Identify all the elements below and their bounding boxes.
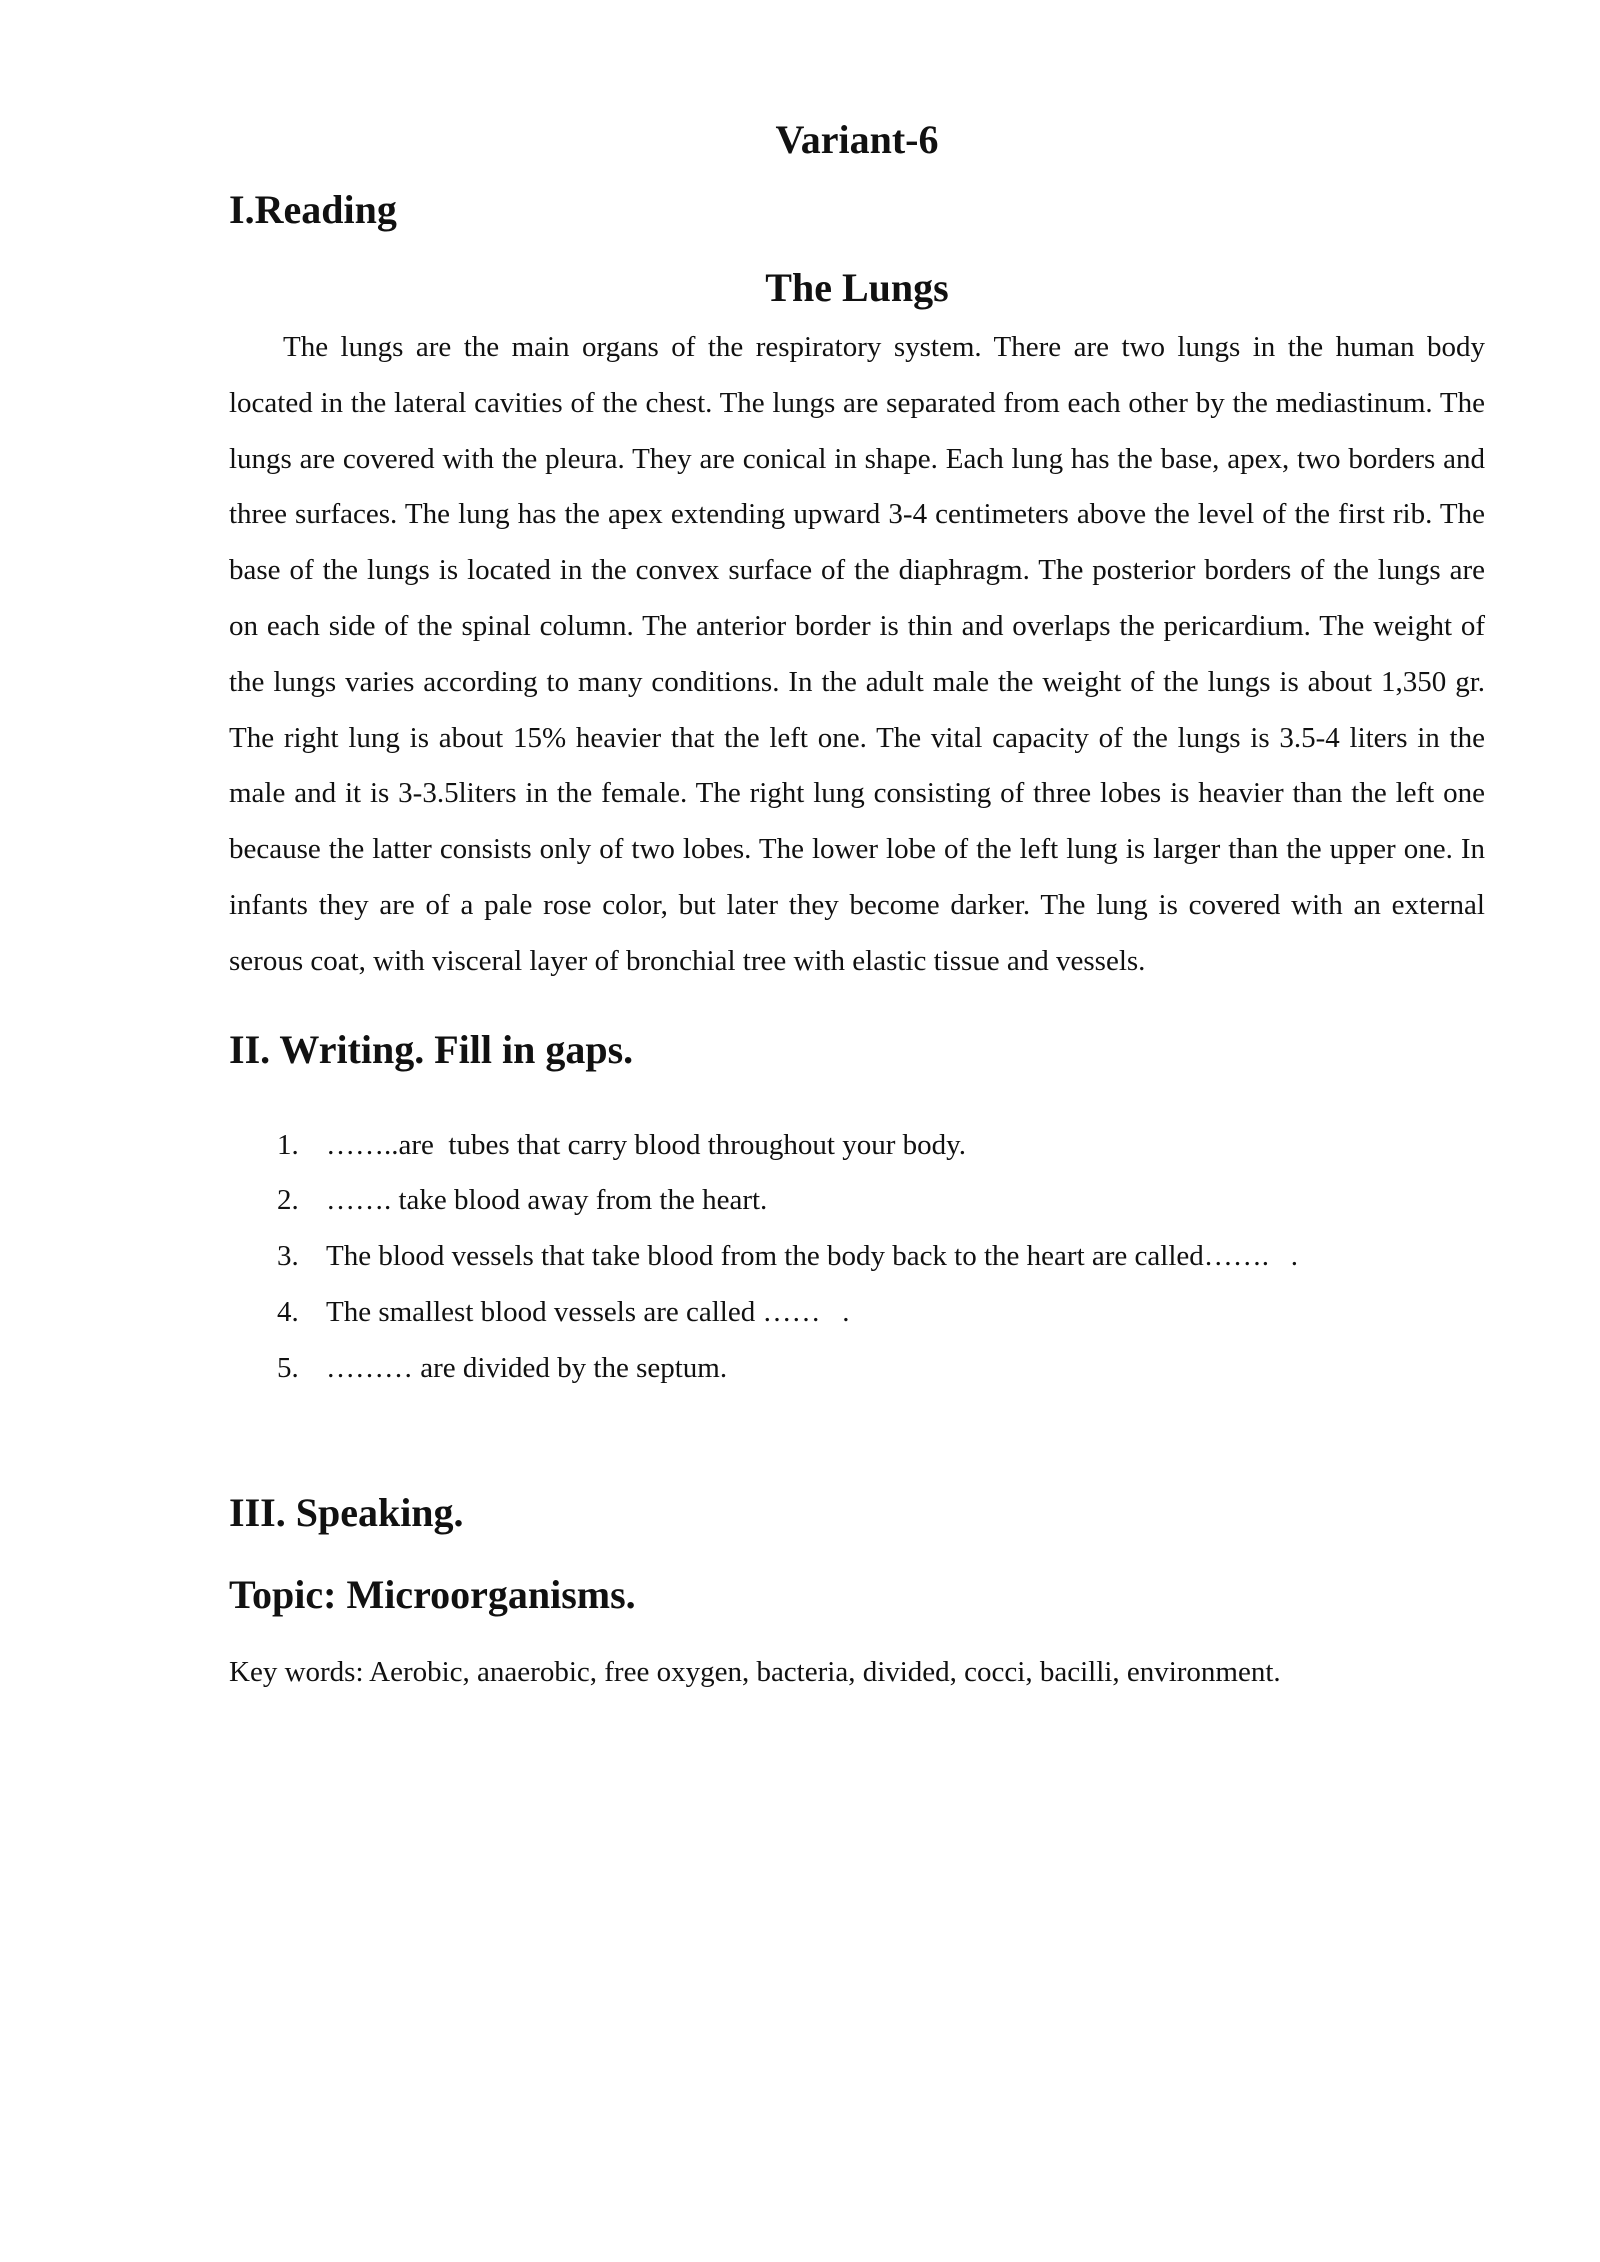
gap-fill-item	[229, 1229, 1485, 1285]
gap-fill-item	[229, 1341, 1485, 1397]
gap-item-number: 2.	[277, 1184, 299, 1217]
gap-item-number: 4.	[277, 1295, 299, 1328]
gap-item-text: ……. take blood away from the heart.	[326, 1184, 768, 1217]
gap-item-number: 3.	[277, 1240, 299, 1273]
writing-section-heading: II. Writing. Fill in gaps.	[229, 1026, 634, 1072]
gap-fill-item	[229, 1285, 1485, 1341]
reading-section-heading: I.Reading	[229, 187, 397, 232]
reading-text-title: The Lungs	[765, 265, 949, 310]
gap-item-text: ……… are divided by the septum.	[326, 1351, 728, 1384]
gap-item-text: The blood vessels that take blood from the body back to the heart are called……. .	[326, 1240, 1299, 1273]
speaking-section-heading: III. Speaking.	[229, 1489, 464, 1535]
document-content	[229, 110, 1485, 1700]
speaking-key-words: Key words: Aerobic, anaerobic, free oxygen, bacteria, divided, cocci, bacilli, environment.	[229, 1655, 1281, 1688]
gap-fill-list	[229, 1118, 1485, 1397]
gap-item-text: The smallest blood vessels are called …… .	[326, 1295, 850, 1328]
gap-fill-item	[229, 1118, 1485, 1174]
gap-fill-item	[229, 1173, 1485, 1229]
gap-item-text: ……..are tubes that carry blood throughout your body.	[326, 1128, 967, 1161]
gap-item-number: 1.	[277, 1128, 299, 1161]
reading-paragraph: The lungs are the main organs of the respiratory system. There are two lungs in the human body located in the lateral cavities of the chest. The lungs are separated from each other by the mediastinum. The lungs are covered with the pleura. They are conical in shape. Each lung has the base, apex, two borders and three surfaces. The lung has the apex extending upward 3-4 centimeters above the level of the first rib. The base of the lungs is located in the convex surface of the diaphragm. The posterior borders of the lungs are on each side of the spinal column. The anterior border is thin and overlaps the pericardium. The weight of the lungs varies according to many conditions. In the adult male the weight of the lungs is about 1,350 gr. The right lung is about 15% heavier that the left one. The vital capacity of the lungs is 3.5-4 liters in the male and it is 3-3.5liters in the female. The right lung consisting of three lobes is heavier than the left one because the latter consists only of two lobes. The lower lobe of the left lung is larger than the upper one. In infants they are of a pale rose color, but later they become darker. The lung is covered with an external serous coat, with visceral layer of bronchial tree with elastic tissue and vessels.	[229, 331, 1485, 977]
gap-item-number: 5.	[277, 1351, 299, 1384]
variant-title: Variant-6	[775, 117, 939, 162]
speaking-topic: Topic: Microorganisms.	[229, 1571, 636, 1617]
